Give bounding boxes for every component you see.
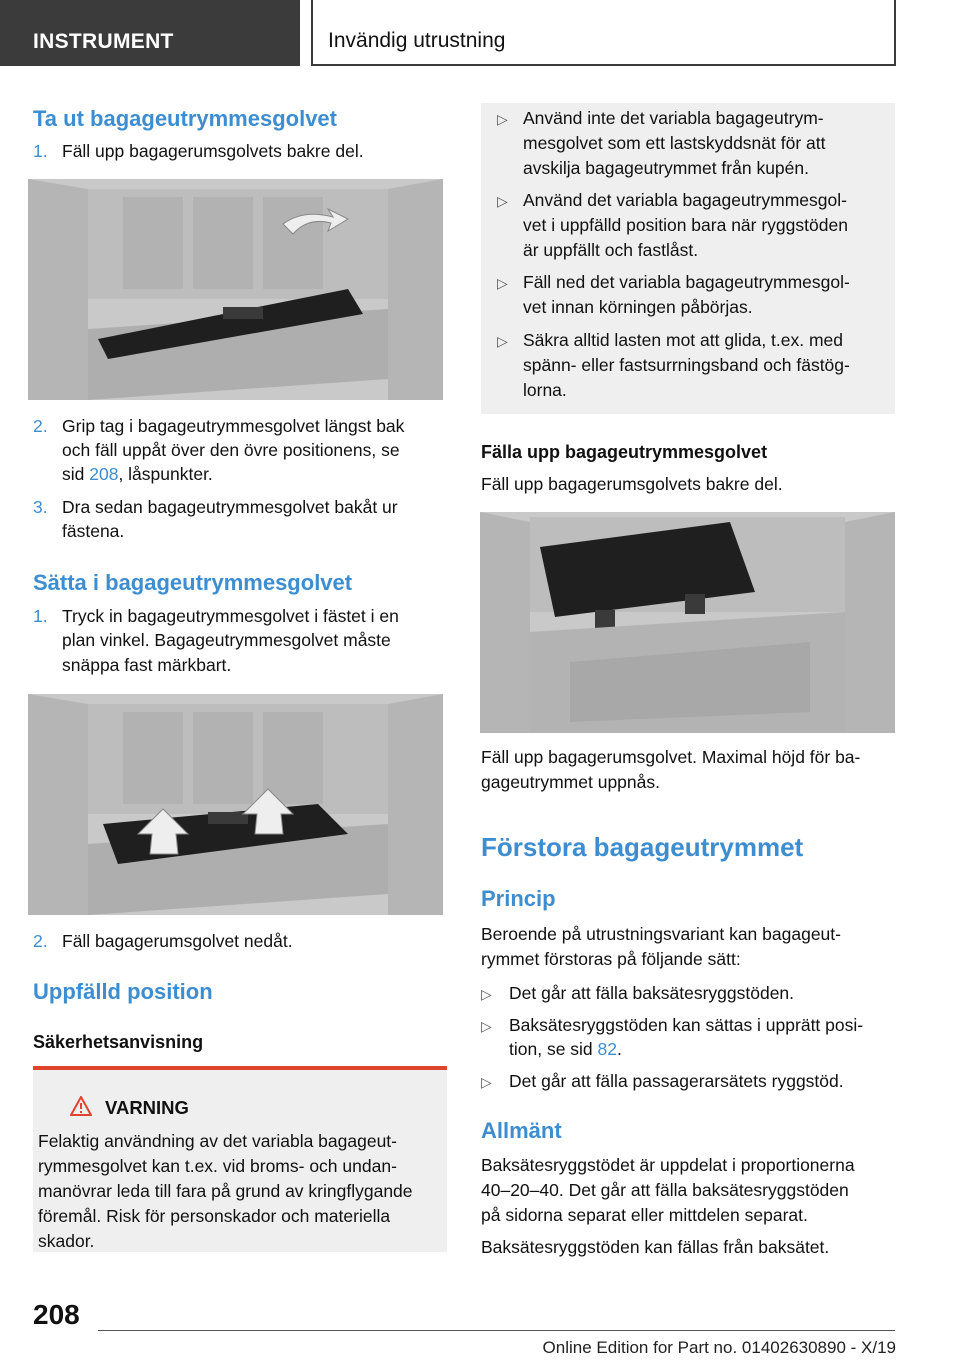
notes-box [481,103,895,414]
note-text: Använd det variabla bagageutrymmesgol- [523,190,847,210]
section-tab [0,0,300,66]
raised-position-heading: Uppfälld position [33,979,213,1004]
step-number: 1. [33,141,48,161]
step-number: 1. [33,606,48,626]
step-text: Fäll bagagerumsgolvet nedåt. [62,931,293,951]
principle-text: Beroende på utrustningsvariant kan bagageut- [481,924,841,944]
remove-floor-heading: Ta ut bagageutrymmesgolvet [33,106,337,131]
note-text: avskilja bagageutrymmet från kupén. [523,158,809,178]
trunk-photo-raised [480,512,895,733]
general-text: 40–20–40. Det går att fälla baksätesryggstöden [481,1180,849,1200]
section-title: INSTRUMENT [33,30,174,53]
principle-text: rymmet förstoras på följande sätt: [481,949,741,969]
triangle-right-icon: ▷ [481,986,492,1002]
note-text: Använd inte det variabla bagageutrym- [523,108,824,128]
warning-line: manövrar leda till fara på grund av kringflygande [38,1181,413,1201]
warning-line: Felaktig användning av det variabla bagageut- [38,1131,397,1151]
chapter-title: Invändig utrustning [328,29,506,52]
fold-up-result: Fäll upp bagagerumsgolvet. Maximal höjd för ba- [481,747,861,767]
trunk-photo-insert [28,694,443,915]
note-text: Säkra alltid lasten mot att glida, t.ex. med [523,330,844,350]
principle-heading: Princip [481,886,556,911]
option-text: Det går att fälla baksätesryggstöden. [509,983,795,1003]
option-text-ref: tion, se sid 82. [509,1039,622,1059]
note-text: lorna. [523,380,567,400]
step-text: Dra sedan bagageutrymmesgolvet bakåt ur [62,497,398,517]
general-text: Baksätesryggstöden kan fällas från baksätet. [481,1237,830,1257]
step-text: snäppa fast märkbart. [62,655,232,675]
step-number: 2. [33,931,48,951]
footer-divider [98,1330,895,1331]
warning-line: skador. [38,1231,95,1251]
fold-up-heading: Fälla upp bagageutrymmesgolvet [481,442,768,462]
edition-text: Online Edition for Part no. 01402630890 - X/19 [542,1338,896,1357]
warning-line: rymmesgolvet kan t.ex. vid broms- och undan- [38,1156,397,1176]
step-text: Tryck in bagageutrymmesgolvet i fästet i en [62,606,399,626]
step-text: Grip tag i bagageutrymmesgolvet längst bak [62,416,405,436]
note-text: vet i uppfälld position bara när ryggstöden [523,215,848,235]
page-link-208[interactable]: 208 [89,464,119,484]
page-link-82[interactable]: 82 [597,1039,617,1059]
triangle-right-icon: ▷ [497,111,508,127]
option-text: Baksätesryggstöden kan sättas i upprätt posi- [509,1015,864,1035]
general-text: på sidorna separat eller mittdelen separat. [481,1205,808,1225]
warning-line: föremål. Risk för personskador och materiella [38,1206,391,1226]
note-text: mesgolvet som ett lastskyddsnät för att [523,133,826,153]
step-text: plan vinkel. Bagageutrymmesgolvet måste [62,630,391,650]
triangle-right-icon: ▷ [497,333,508,349]
step-text: och fäll uppåt över den övre positionens, se [62,440,400,460]
note-text: spänn- eller fastsurrningsband och fästög- [523,355,850,375]
warning-box [33,1066,447,1252]
general-heading: Allmänt [481,1118,562,1143]
step-text: Fäll upp bagagerumsgolvets bakre del. [62,141,364,161]
triangle-right-icon: ▷ [497,275,508,291]
fold-up-text: Fäll upp bagagerumsgolvets bakre del. [481,474,783,494]
note-text: vet innan körningen påbörjas. [523,297,753,317]
fold-up-result: gageutrymmet uppnås. [481,772,660,792]
option-text: Det går att fälla passagerarsätets ryggstöd. [509,1071,844,1091]
triangle-right-icon: ▷ [481,1018,492,1034]
step-text: fästena. [62,521,125,541]
chapter-tab [311,0,896,66]
triangle-right-icon: ▷ [481,1074,492,1090]
step-text-ref: sid 208, låspunkter. [62,464,213,484]
step-number: 2. [33,416,48,436]
general-text: Baksätesryggstödet är uppdelat i proportionerna [481,1155,855,1175]
trunk-photo-fold-up [28,179,443,400]
triangle-right-icon: ▷ [497,193,508,209]
warning-label: VARNING [105,1097,189,1118]
note-text: är uppfällt och fastlåst. [523,240,699,260]
note-text: Fäll ned det variabla bagageutrymmesgol- [523,272,850,292]
enlarge-heading: Förstora bagageutrymmet [481,832,804,862]
insert-floor-heading: Sätta i bagageutrymmesgolvet [33,570,353,595]
safety-heading: Säkerhetsanvisning [33,1032,204,1052]
warning-triangle-icon [70,1096,92,1116]
step-number: 3. [33,497,48,517]
page-number: 208 [33,1299,80,1330]
